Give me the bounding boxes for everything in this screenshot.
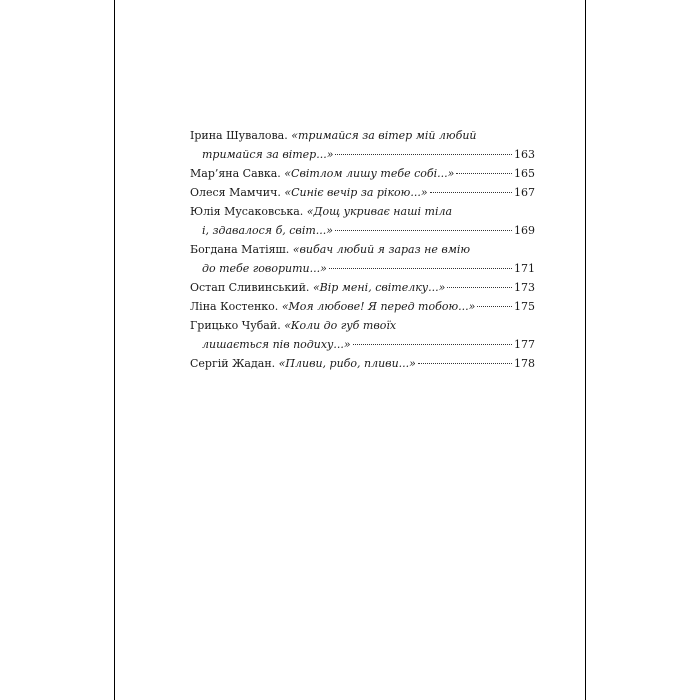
toc-author: Мар’яна Савка.	[190, 167, 281, 180]
toc-entry-line	[190, 164, 535, 183]
toc-entry-line	[190, 259, 535, 278]
toc-author: Олеся Мамчич.	[190, 186, 281, 199]
toc-title: лишається пів подиху...»	[202, 338, 351, 351]
toc-title: «Пливи, рибо, пливи...»	[278, 357, 416, 370]
toc-title: і, здавалося б, світ...»	[202, 224, 334, 237]
toc-title: «Дощ укриває наші тіла	[306, 205, 453, 218]
toc-page-number: 165	[514, 167, 535, 180]
toc-author: Ліна Костенко.	[190, 300, 279, 313]
toc-entry-line	[190, 221, 535, 240]
toc-title: «Моя любове! Я перед тобою...»	[281, 300, 476, 313]
dot-leader	[335, 230, 512, 231]
toc-title: тримайся за вітер...»	[202, 148, 334, 161]
dot-leader	[477, 306, 512, 307]
toc-entry-line	[190, 202, 535, 221]
dot-leader	[335, 154, 512, 155]
toc-author: Богдана Матіяш.	[190, 243, 290, 256]
toc-title: «Вір мені, світелку...»	[312, 281, 446, 294]
toc-entry-line	[190, 145, 535, 164]
toc-title: до тебе говорити...»	[202, 262, 327, 275]
toc-page-number: 177	[514, 338, 535, 351]
toc-entry-line	[190, 183, 535, 202]
toc-entry-line	[190, 354, 535, 373]
toc-title: «Коли до губ твоїх	[284, 319, 397, 332]
toc-page-number: 171	[514, 262, 535, 275]
table-of-contents	[190, 126, 535, 373]
toc-entry-line	[190, 240, 535, 259]
toc-entry-line	[190, 297, 535, 316]
toc-entry-line	[190, 126, 535, 145]
toc-page-number: 169	[514, 224, 535, 237]
toc-page-number: 175	[514, 300, 535, 313]
toc-entry-line	[190, 316, 535, 335]
dot-leader	[456, 173, 512, 174]
toc-author: Юлія Мусаковська.	[190, 205, 304, 218]
toc-title: «тримайся за вітер мій любий	[291, 129, 477, 142]
toc-entry-line	[190, 335, 535, 354]
toc-page-number: 167	[514, 186, 535, 199]
toc-author: Сергій Жадан.	[190, 357, 276, 370]
dot-leader	[329, 268, 512, 269]
toc-title: «Світлом лишу тебе собі...»	[284, 167, 455, 180]
toc-page-number: 163	[514, 148, 535, 161]
toc-entry-line	[190, 278, 535, 297]
dot-leader	[418, 363, 512, 364]
dot-leader	[447, 287, 512, 288]
toc-title: «Синіє вечір за рікою...»	[284, 186, 428, 199]
dot-leader	[430, 192, 512, 193]
toc-title: «вибач любий я зараз не вмію	[292, 243, 471, 256]
dot-leader	[353, 344, 512, 345]
toc-author: Грицько Чубай.	[190, 319, 281, 332]
toc-author: Ірина Шувалова.	[190, 129, 288, 142]
toc-page-number: 178	[514, 357, 535, 370]
toc-author: Остап Сливинський.	[190, 281, 310, 294]
toc-page-number: 173	[514, 281, 535, 294]
